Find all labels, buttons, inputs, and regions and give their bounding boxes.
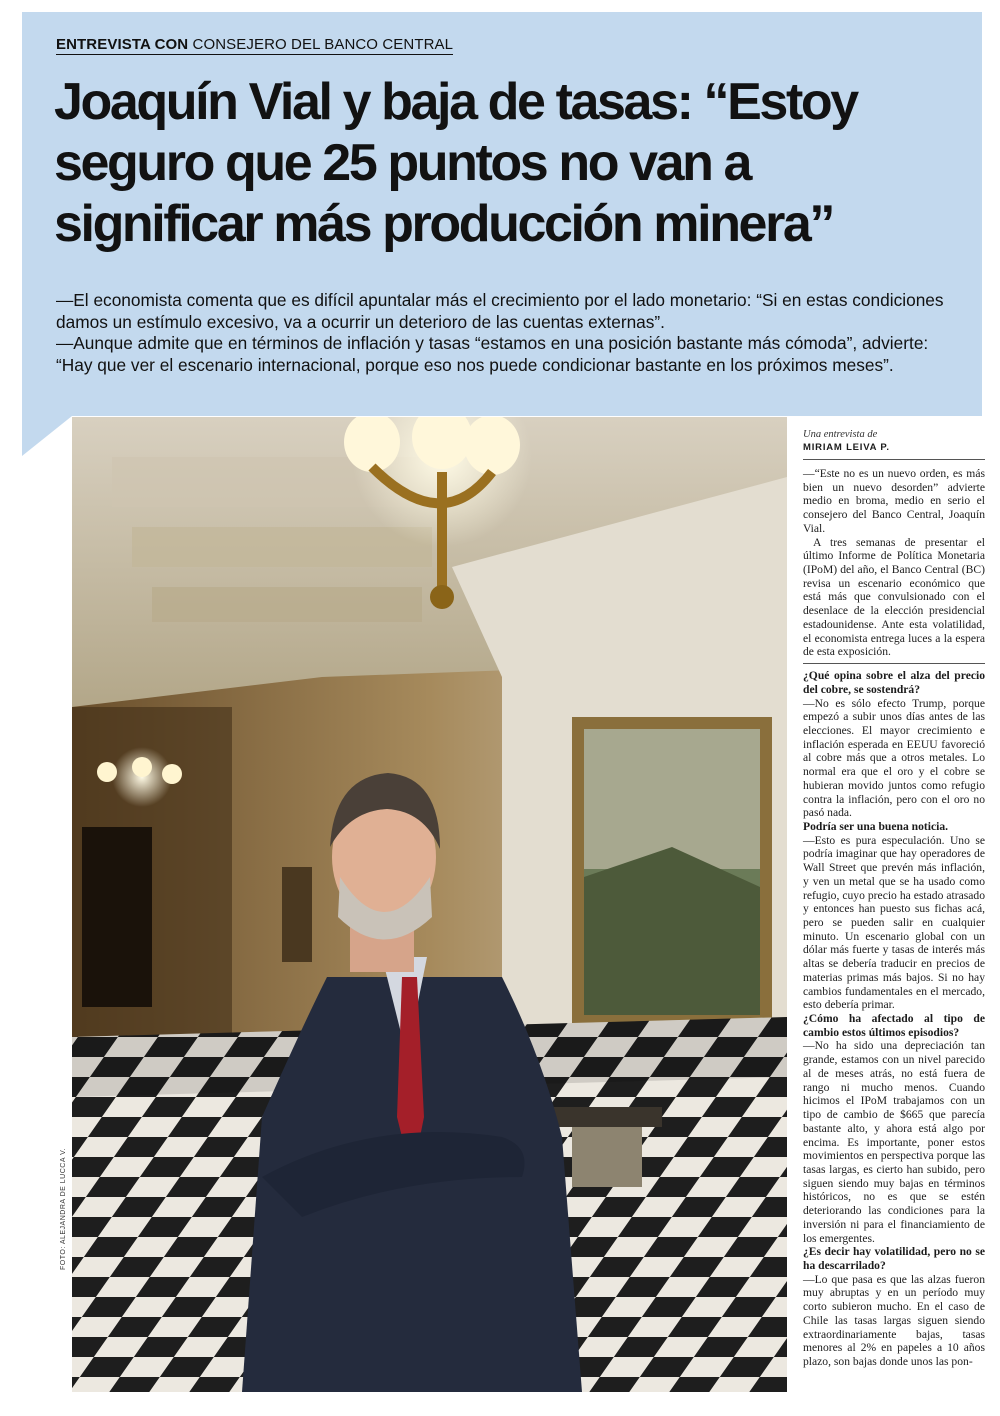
headline-line-2: seguro que 25 puntos no van a xyxy=(54,134,751,192)
article-column xyxy=(803,428,985,1369)
kicker-topic: CONSEJERO DEL BANCO CENTRAL xyxy=(192,36,454,53)
byline-author: MIRIAM LEIVA P. xyxy=(803,441,985,460)
headline-line-3: significar más producción minera” xyxy=(54,195,834,253)
interview-answer: —No ha sido una depreciación tan grande, estamos con un nivel parecido al de meses atrás, no está fuera de rango ni mucho menos. Cuando hicimos el IPoM trabajamos con un tipo de cambio de $665 que parecía bastante alto, y ahora está algo por encima. Es importante, poner estos movimientos en perspectiva porque las tasas largas, es cierto han subido, pero siguen siendo muy bajas en términos históricos, no es que se estén deteriorando las condiciones para la inversión ni para el financiamiento de los emergentes. xyxy=(803,1039,985,1245)
interview-answer: —No es sólo efecto Trump, porque empezó a subir unos días antes de las elecciones. El mayor crecimiento e inflación esperada en EEUU favoreció al cobre más que a otros metales. Lo normal era que el oro y el cobre se hubieran movido juntos como refugio contra la inflación, pero con el oro no pasó nada. xyxy=(803,696,985,820)
kicker-label: ENTREVISTA CON xyxy=(56,36,189,53)
section-divider xyxy=(803,663,985,664)
deck-point-1: —El economista comenta que es difícil apuntalar más el crecimiento por el lado monetario: “Si en estas condiciones damos un estímulo excesivo, va a ocurrir un deterioro de las cuentas externas”. xyxy=(56,290,944,332)
interview-answer: —Esto es pura especulación. Uno se podría imaginar que hay operadores de Wall Street que prevén más inflación, y ven un metal que se ha usado como refugio, cuyo precio ha estado atrasado y entonces han puesto sus fichas acá, pero se pueden salir en cualquier minuto. Un escenario global con un dólar más fuerte y tasas de interés más altas se debería traducir en precios de materias primas más bajos. Si no hay cambios fundamentales en el mercado, esto debería primar. xyxy=(803,833,985,1012)
photo-credit: FOTO: ALEJANDRA DE LUCCA V. xyxy=(60,1147,67,1270)
section-kicker xyxy=(56,36,453,55)
portrait-illustration xyxy=(72,417,787,1392)
article-paragraph: A tres semanas de presentar el último Informe de Política Monetaria (IPoM) del año, el Banco Central (BC) revisa un escenario económico que está más que convulsionado con el desenlace de la elección presidencial estadounidense. Ante esta volatilidad, el economista entrega luces a la espera de esta exposición. xyxy=(803,535,985,659)
deck-point-2: —Aunque admite que en términos de inflación y tasas “estamos en una posición bastante más cómoda”, advierte: “Hay que ver el escenario internacional, porque eso nos puede condicionar bastante en los próximos meses”. xyxy=(56,333,929,375)
interview-question: ¿Es decir hay volatilidad, pero no se ha descarrilado? xyxy=(803,1245,985,1272)
article-paragraph: —“Este no es un nuevo orden, es más bien un nuevo desorden” advierte medio en broma, medio en serio el consejero del Banco Central, Joaquín Vial. xyxy=(803,467,985,535)
interview-question: Podría ser una buena noticia. xyxy=(803,819,949,833)
deck xyxy=(56,290,961,376)
portrait-photo xyxy=(72,417,787,1392)
headline-line-1: Joaquín Vial y baja de tasas: “Estoy xyxy=(54,73,857,131)
header-corner-tab xyxy=(22,416,72,456)
headline xyxy=(54,72,964,255)
interview-answer: —Lo que pasa es que las alzas fueron muy abruptas y en un período muy corto subieron mucho. En el caso de Chile las tasas largas siguen siendo extraordinariamente bajas, tasas menores al 2% en papeles a 10 años plazo, son bajas donde unos las pon- xyxy=(803,1272,985,1368)
byline-intro: Una entrevista de xyxy=(803,429,878,440)
interview-question: ¿Qué opina sobre el alza del precio del cobre, se sostendrá? xyxy=(803,669,985,696)
interview-question: ¿Cómo ha afectado al tipo de cambio estos últimos episodios? xyxy=(803,1012,985,1039)
